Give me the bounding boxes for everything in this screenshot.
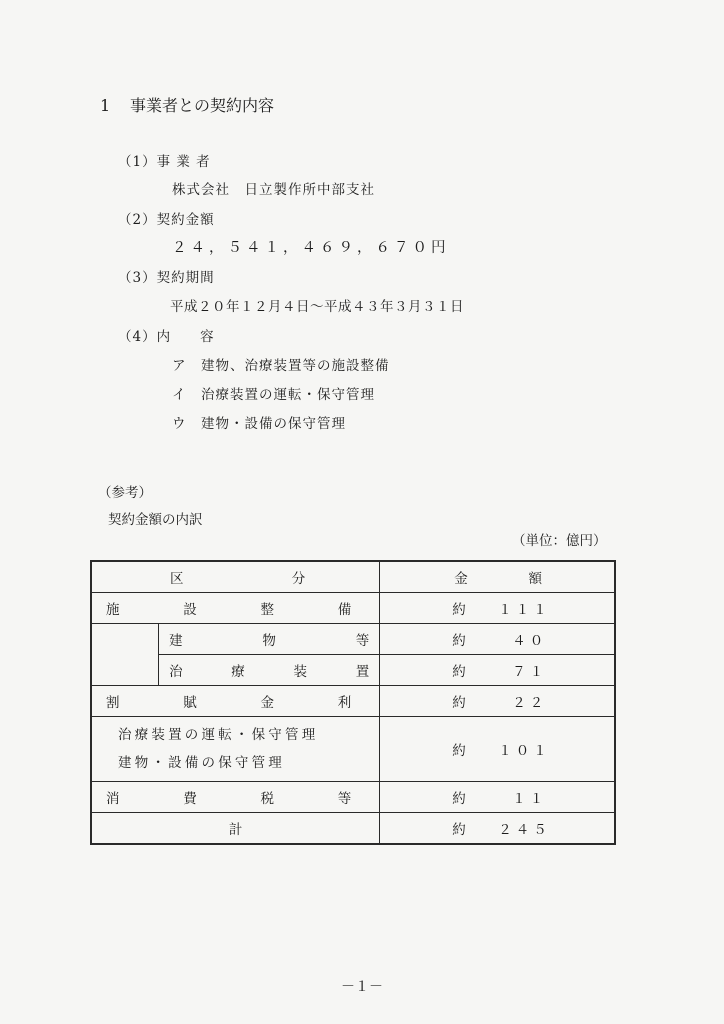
content-item-u	[172, 412, 346, 432]
row-label: 施 設 整 備	[91, 593, 380, 624]
table-header-row	[91, 561, 615, 593]
amount-value: ２４，５４１，４６９，６７０円	[172, 240, 450, 256]
section-heading	[100, 93, 274, 116]
content-mark: ア	[172, 358, 187, 374]
content-mark: ウ	[172, 416, 187, 432]
table-row-device	[91, 655, 615, 686]
section-number: 1	[100, 96, 111, 115]
row-label: 治 療 装 置	[159, 655, 380, 686]
breakdown-table	[90, 560, 616, 845]
period-value: 平成２０年１２月４日～平成４３年３月３１日	[170, 299, 464, 315]
content-item-i	[172, 383, 375, 403]
total-amount: 約 ２４５	[380, 813, 615, 845]
table-row-tax	[91, 782, 615, 813]
reference-caption: 契約金額の内訳	[108, 512, 203, 528]
operator-label: （1）事 業 者	[118, 154, 211, 170]
section-title: 事業者との契約内容	[130, 96, 275, 115]
amount-label: （2）契約金額	[118, 212, 215, 228]
total-label: 計	[91, 813, 380, 845]
row-amount: 約 ２２	[380, 686, 615, 717]
header-category: 区 分	[91, 561, 380, 593]
reference-label: （参考）	[98, 485, 152, 501]
content-text: 治療装置の運転・保守管理	[201, 387, 375, 403]
row-amount: 約 ４０	[380, 624, 615, 655]
row-label: 建 物 等	[159, 624, 380, 655]
row-label: 治療装置の運転・保守管理 建物・設備の保守管理	[91, 717, 380, 782]
content-mark: イ	[172, 387, 187, 403]
table-row-facility	[91, 593, 615, 624]
table-row-interest	[91, 686, 615, 717]
row-amount: 約 ７１	[380, 655, 615, 686]
page-number: －１－	[341, 979, 383, 995]
row-label: 消 費 税 等	[91, 782, 380, 813]
table-row-maintenance	[91, 717, 615, 782]
table-row-building	[91, 624, 615, 655]
content-text: 建物、治療装置等の施設整備	[201, 358, 390, 374]
row-label: 割 賦 金 利	[91, 686, 380, 717]
row-amount: 約 １１１	[380, 593, 615, 624]
content-text: 建物・設備の保守管理	[201, 416, 346, 432]
row-amount: 約 １１	[380, 782, 615, 813]
content-item-a	[172, 354, 390, 374]
table-row-total	[91, 813, 615, 845]
content-label: （4）内 容	[118, 329, 215, 345]
header-amount: 金 額	[380, 561, 615, 593]
period-label: （3）契約期間	[118, 270, 215, 286]
unit-note: （単位：億円）	[512, 533, 607, 549]
row-amount: 約 １０１	[380, 717, 615, 782]
operator-value: 株式会社 日立製作所中部支社	[172, 182, 375, 198]
